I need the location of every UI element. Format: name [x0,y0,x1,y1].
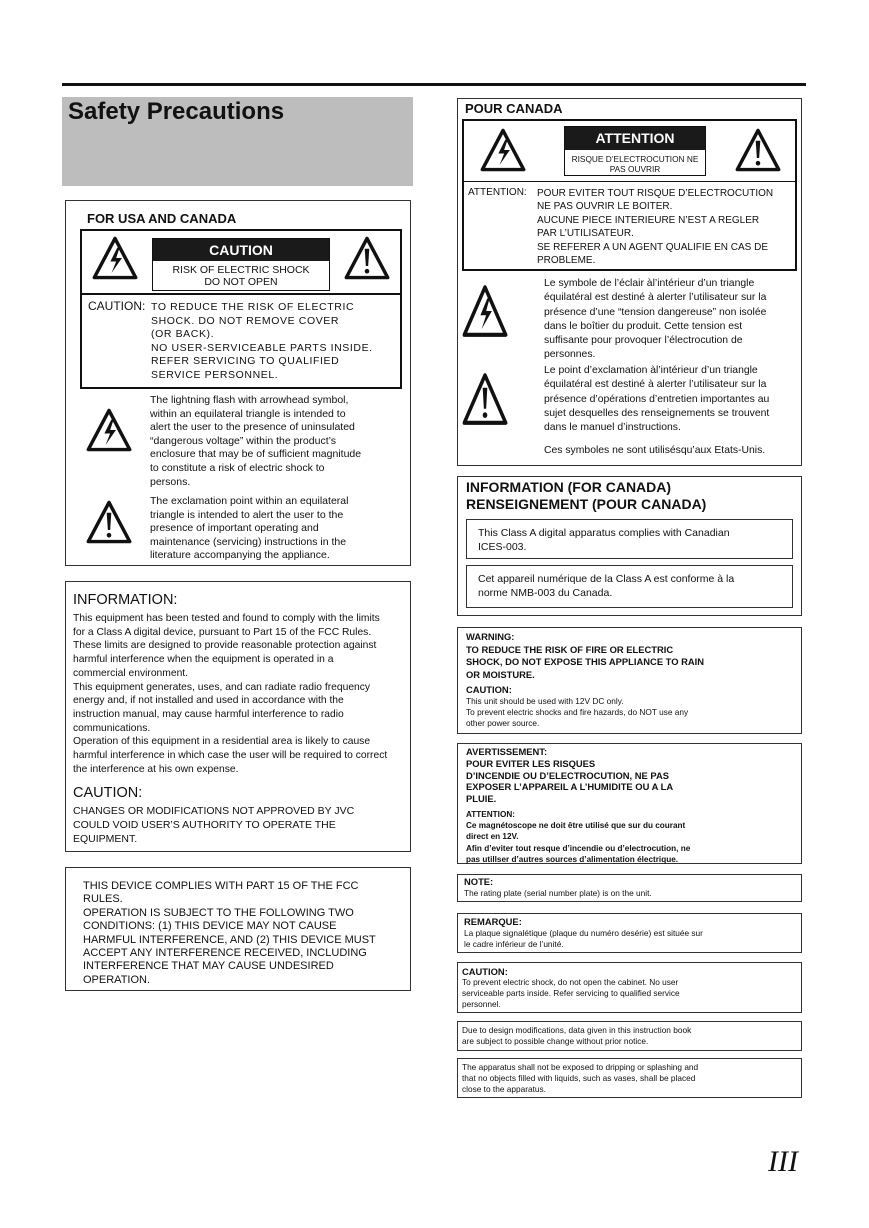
text-line: AUCUNE PIECE INTERIEURE N’EST A REGLER [537,214,760,226]
text-line: commercial environment. [73,667,189,679]
text-line: POUR EVITER LES RISQUES [466,757,596,769]
text-line: maintenance (servicing) instructions in the [150,535,347,548]
exclamation-warning-icon [344,235,390,281]
text-line: are subject to possible change without prior notice. [462,1036,649,1047]
remarque-text [464,928,703,950]
text-line: PROBLEME. [537,255,596,267]
remarque-section [457,913,802,953]
text-line: ICES-003. [478,541,527,553]
text-line: norme NMB-003 du Canada. [478,587,613,599]
text-line: energy and, if not installed and used in accordance with the [73,695,344,707]
information-caution-text [73,804,354,847]
text-line: ACCEPT ANY INTERFERENCE RECEIVED, INCLUDING [83,947,367,960]
text-line: sujet desquelles des renseignements se trouvent [544,407,770,419]
text-line: The lightning flash with arrowhead symbol, [150,394,349,406]
info-canada-heading [466,479,706,512]
text-line: pas utillser d’autres sources d’alimentation électrique. [466,854,679,864]
text-line: for a Class A digital device, pursuant to Part 15 of the FCC Rules. [73,626,372,638]
text-line: SHOCK, DO NOT EXPOSE THIS APPLIANCE TO RAIN [466,656,705,668]
attention-heading: ATTENTION: [466,810,515,819]
symbols-note: Ces symboles ne sont utilisésqu’aux Etats-Unis. [544,445,766,456]
design-note-section [457,1021,802,1051]
information-text [73,612,409,776]
warning-section [457,627,802,734]
text-line: OPERATION IS SUBJECT TO THE FOLLOWING TWO [83,906,354,919]
text-line: INTERFERENCE THAT MAY CAUSE UNDESIRED [83,960,334,973]
pour-canada-heading: POUR CANADA [465,101,563,116]
heading-line: INFORMATION (FOR CANADA) [466,479,672,495]
caution-cabinet-heading: CAUTION: [462,966,508,977]
text-line: close to the apparatus. [462,1084,546,1095]
attention-sub-line: PAS OUVRIR [609,164,661,174]
text-line: présence d’une “tension dangereuse” non isolée [544,306,767,318]
nmb-french-box [466,565,793,608]
text-line: présence d’opérations d’entretien importantes au [544,393,770,405]
text-line: The apparatus shall not be exposed to dripping or splashing and [462,1062,699,1072]
text-line: équilatéral est destiné à alerter l’utilisateur sur la [544,379,767,391]
note-section [457,874,802,902]
text-line: This Class A digital apparatus complies with Canadian [478,527,730,539]
lightning-warning-icon [480,127,526,173]
caution-line: NO USER-SERVICEABLE PARTS INSIDE. [151,341,373,354]
text-line: OPERATION. [83,973,151,986]
lightning-explanation [150,394,405,489]
caution-line: TO REDUCE THE RISK OF ELECTRIC [151,301,355,313]
text-line: to constitute a risk of electric shock to [150,461,325,474]
attention-text [537,187,773,267]
caution-cabinet-text [462,977,680,1011]
text-line: Le symbole de l’éclair àl’intérieur d’un triangle [544,278,755,289]
text-line: personnes. [544,349,596,361]
text-line: CONDITIONS: (1) THIS DEVICE MAY NOT CAUSE [83,920,337,933]
apparatus-note-section [457,1058,802,1098]
lightning-warning-icon [92,235,138,281]
lightning-explanation-fr [544,277,802,363]
text-line: TO REDUCE THE RISK OF FIRE OR ELECTRIC [466,643,674,655]
text-line: presence of important operating and [150,522,319,535]
text-line: within an equilateral triangle is intended to [150,407,346,420]
page-number: III [768,1145,798,1178]
attention-prefix: ATTENTION: [468,187,527,198]
text-line: This unit should be used with 12V DC only. [466,696,624,706]
fcc-text [83,880,408,987]
text-line: harmful interference in which case the user will be required to correct [73,750,388,762]
exclamation-explanation-fr [544,364,802,435]
text-line: PLUIE. [466,793,497,805]
caution-label-box [152,238,330,291]
usa-canada-section [65,200,411,566]
fcc-compliance-section [65,867,411,991]
warning-heading: WARNING: [466,631,515,642]
text-line: Afin d’eviter tout resque d’incendie ou d’electrocution, ne [466,843,691,853]
caution-line: SERVICE PERSONNEL. [151,368,279,381]
caution-line: SHOCK. DO NOT REMOVE COVER [151,314,340,327]
pour-canada-section [457,98,802,466]
text-line: RULES. [83,893,123,906]
caution-text [151,301,373,382]
heading-line: RENSEIGNEMENT (POUR CANADA) [466,495,707,512]
text-line: serviceable parts inside. Refer servicing to qualified service [462,988,680,999]
text-line: Le point d’exclamation àl’intérieur d’un triangle [544,365,758,376]
text-line: EXPOSER L’APPAREIL A L’HUMIDITE OU A LA [466,781,674,793]
text-line: THIS DEVICE COMPLIES WITH PART 15 OF THE FCC [83,880,359,892]
text-line: EQUIPMENT. [73,833,138,846]
text-line: that no objects filled with liquids, such as vases, shall be placed [462,1073,696,1084]
text-line: NE PAS OUVRIR LE BOITER. [537,201,673,213]
information-caution-heading: CAUTION: [73,785,143,801]
text-line: enclosure that may be of sufficient magnitude [150,448,362,461]
text-line: La plaque signalétique (plaque du numéro desérie) est située sur [464,928,703,938]
text-line: To prevent electric shocks and fire hazards, do NOT use any [466,707,689,718]
text-line: dans le manuel d’instructions. [544,422,681,434]
caution-cabinet-section [457,962,802,1013]
text-line: literature accompanying the appliance. [150,549,330,562]
ices-english-box [466,519,793,559]
text-line: “dangerous voltage” within the product’s [150,434,337,447]
warning-text [466,631,704,681]
usa-caution-panel [80,229,402,389]
avertissement-attention [466,809,690,865]
attention-panel [462,119,797,271]
top-rule [62,83,806,86]
text-line: POUR EVITER TOUT RISQUE D’ELECTROCUTION [537,188,774,199]
design-note-text [462,1025,691,1047]
apparatus-note-text [462,1062,698,1096]
text-line: PAR L’UTILISATEUR. [537,228,634,240]
text-line: HARMFUL INTERFERENCE, AND (2) THIS DEVICE MUST [83,933,376,946]
exclamation-symbol-icon [86,499,132,545]
text-line: This equipment has been tested and found to comply with the limits [73,613,380,624]
text-line: dans le boîtier du produit. Cette tension est [544,320,743,332]
text-line: persons. [150,475,191,488]
note-text: The rating plate (serial number plate) is on the unit. [464,888,652,898]
text-line: suffisante pour provoquer l’électrocution de [544,335,743,347]
text-line: This equipment generates, uses, and can radiate radio frequency [73,681,371,693]
exclamation-symbol-icon [462,371,508,427]
attention-label-box [564,126,706,176]
text-line: Operation of this equipment in a residential area is likely to cause [73,736,371,748]
information-section [65,581,411,852]
warning-caution-text [466,696,688,730]
text-line: direct en 12V. [466,832,519,842]
text-line: CHANGES OR MODIFICATIONS NOT APPROVED BY JVC [73,805,355,817]
text-line: SE REFERER A UN AGENT QUALIFIE EN CAS DE [537,241,768,253]
caution-sub-line: DO NOT OPEN [204,275,278,288]
text-line: the interference at his own expense. [73,763,239,775]
avertissement-section [457,743,802,864]
text-line: The exclamation point within an equilateral [150,495,349,507]
text-line: Due to design modifications, data given in this instruction book [462,1025,692,1035]
caution-line: (OR BACK). [151,328,215,340]
title-band [62,97,413,186]
warning-caution-heading: CAUTION: [466,684,512,695]
lightning-symbol-icon [462,283,508,339]
remarque-heading: REMARQUE: [464,916,522,927]
text-line: harmful interference when the equipment is operated in a [73,654,334,666]
text-line: personnel. [462,999,501,1010]
caution-sub-line: RISK OF ELECTRIC SHOCK [172,264,310,276]
avertissement-text [466,746,673,805]
text-line: alert the user to the presence of uninsulated [150,421,355,434]
text-line: triangle is intended to alert the user to the [150,508,344,521]
caution-line: REFER SERVICING TO QUALIFIED [151,355,340,367]
usa-heading: FOR USA AND CANADA [87,211,237,226]
text-line: To prevent electric shock, do not open the cabinet. No user [462,977,679,987]
note-heading: NOTE: [464,876,494,887]
exclamation-explanation [150,495,405,563]
divider [464,181,795,182]
page-title: Safety Precautions [68,98,285,125]
caution-label: CAUTION [153,239,329,261]
text-line: OR MOISTURE. [466,668,535,680]
text-line: Cet appareil numérique de la Class A est conforme à la [478,573,735,585]
info-canada-section [457,476,802,616]
exclamation-warning-icon [735,127,781,173]
divider [82,293,400,295]
text-line: These limits are designed to provide reasonable protection against [73,640,377,652]
text-line: Ce magnétoscope ne doit être utilisé que sur du courant [466,821,686,831]
text-line: COULD VOID USER’S AUTHORITY TO OPERATE THE [73,819,336,832]
text-line: communications. [73,722,151,734]
text-line: équilatéral est destiné à alerter l’utilisateur sur la [544,292,767,304]
text-line: D’INCENDIE OU D’ELECTROCUTION, NE PAS [466,769,669,781]
attention-sub-line: RISQUE D’ELECTROCUTION NE [571,154,699,164]
attention-label: ATTENTION [565,127,705,150]
information-heading: INFORMATION: [73,592,178,608]
caution-prefix: CAUTION: [88,299,146,313]
text-line: other power source. [466,718,540,729]
text-line: le cadre inférieur de l’unité. [464,939,564,950]
avertissement-heading: AVERTISSEMENT: [466,746,548,757]
lightning-symbol-icon [86,407,132,453]
text-line: instruction manual, may cause harmful interference to radio [73,708,344,720]
